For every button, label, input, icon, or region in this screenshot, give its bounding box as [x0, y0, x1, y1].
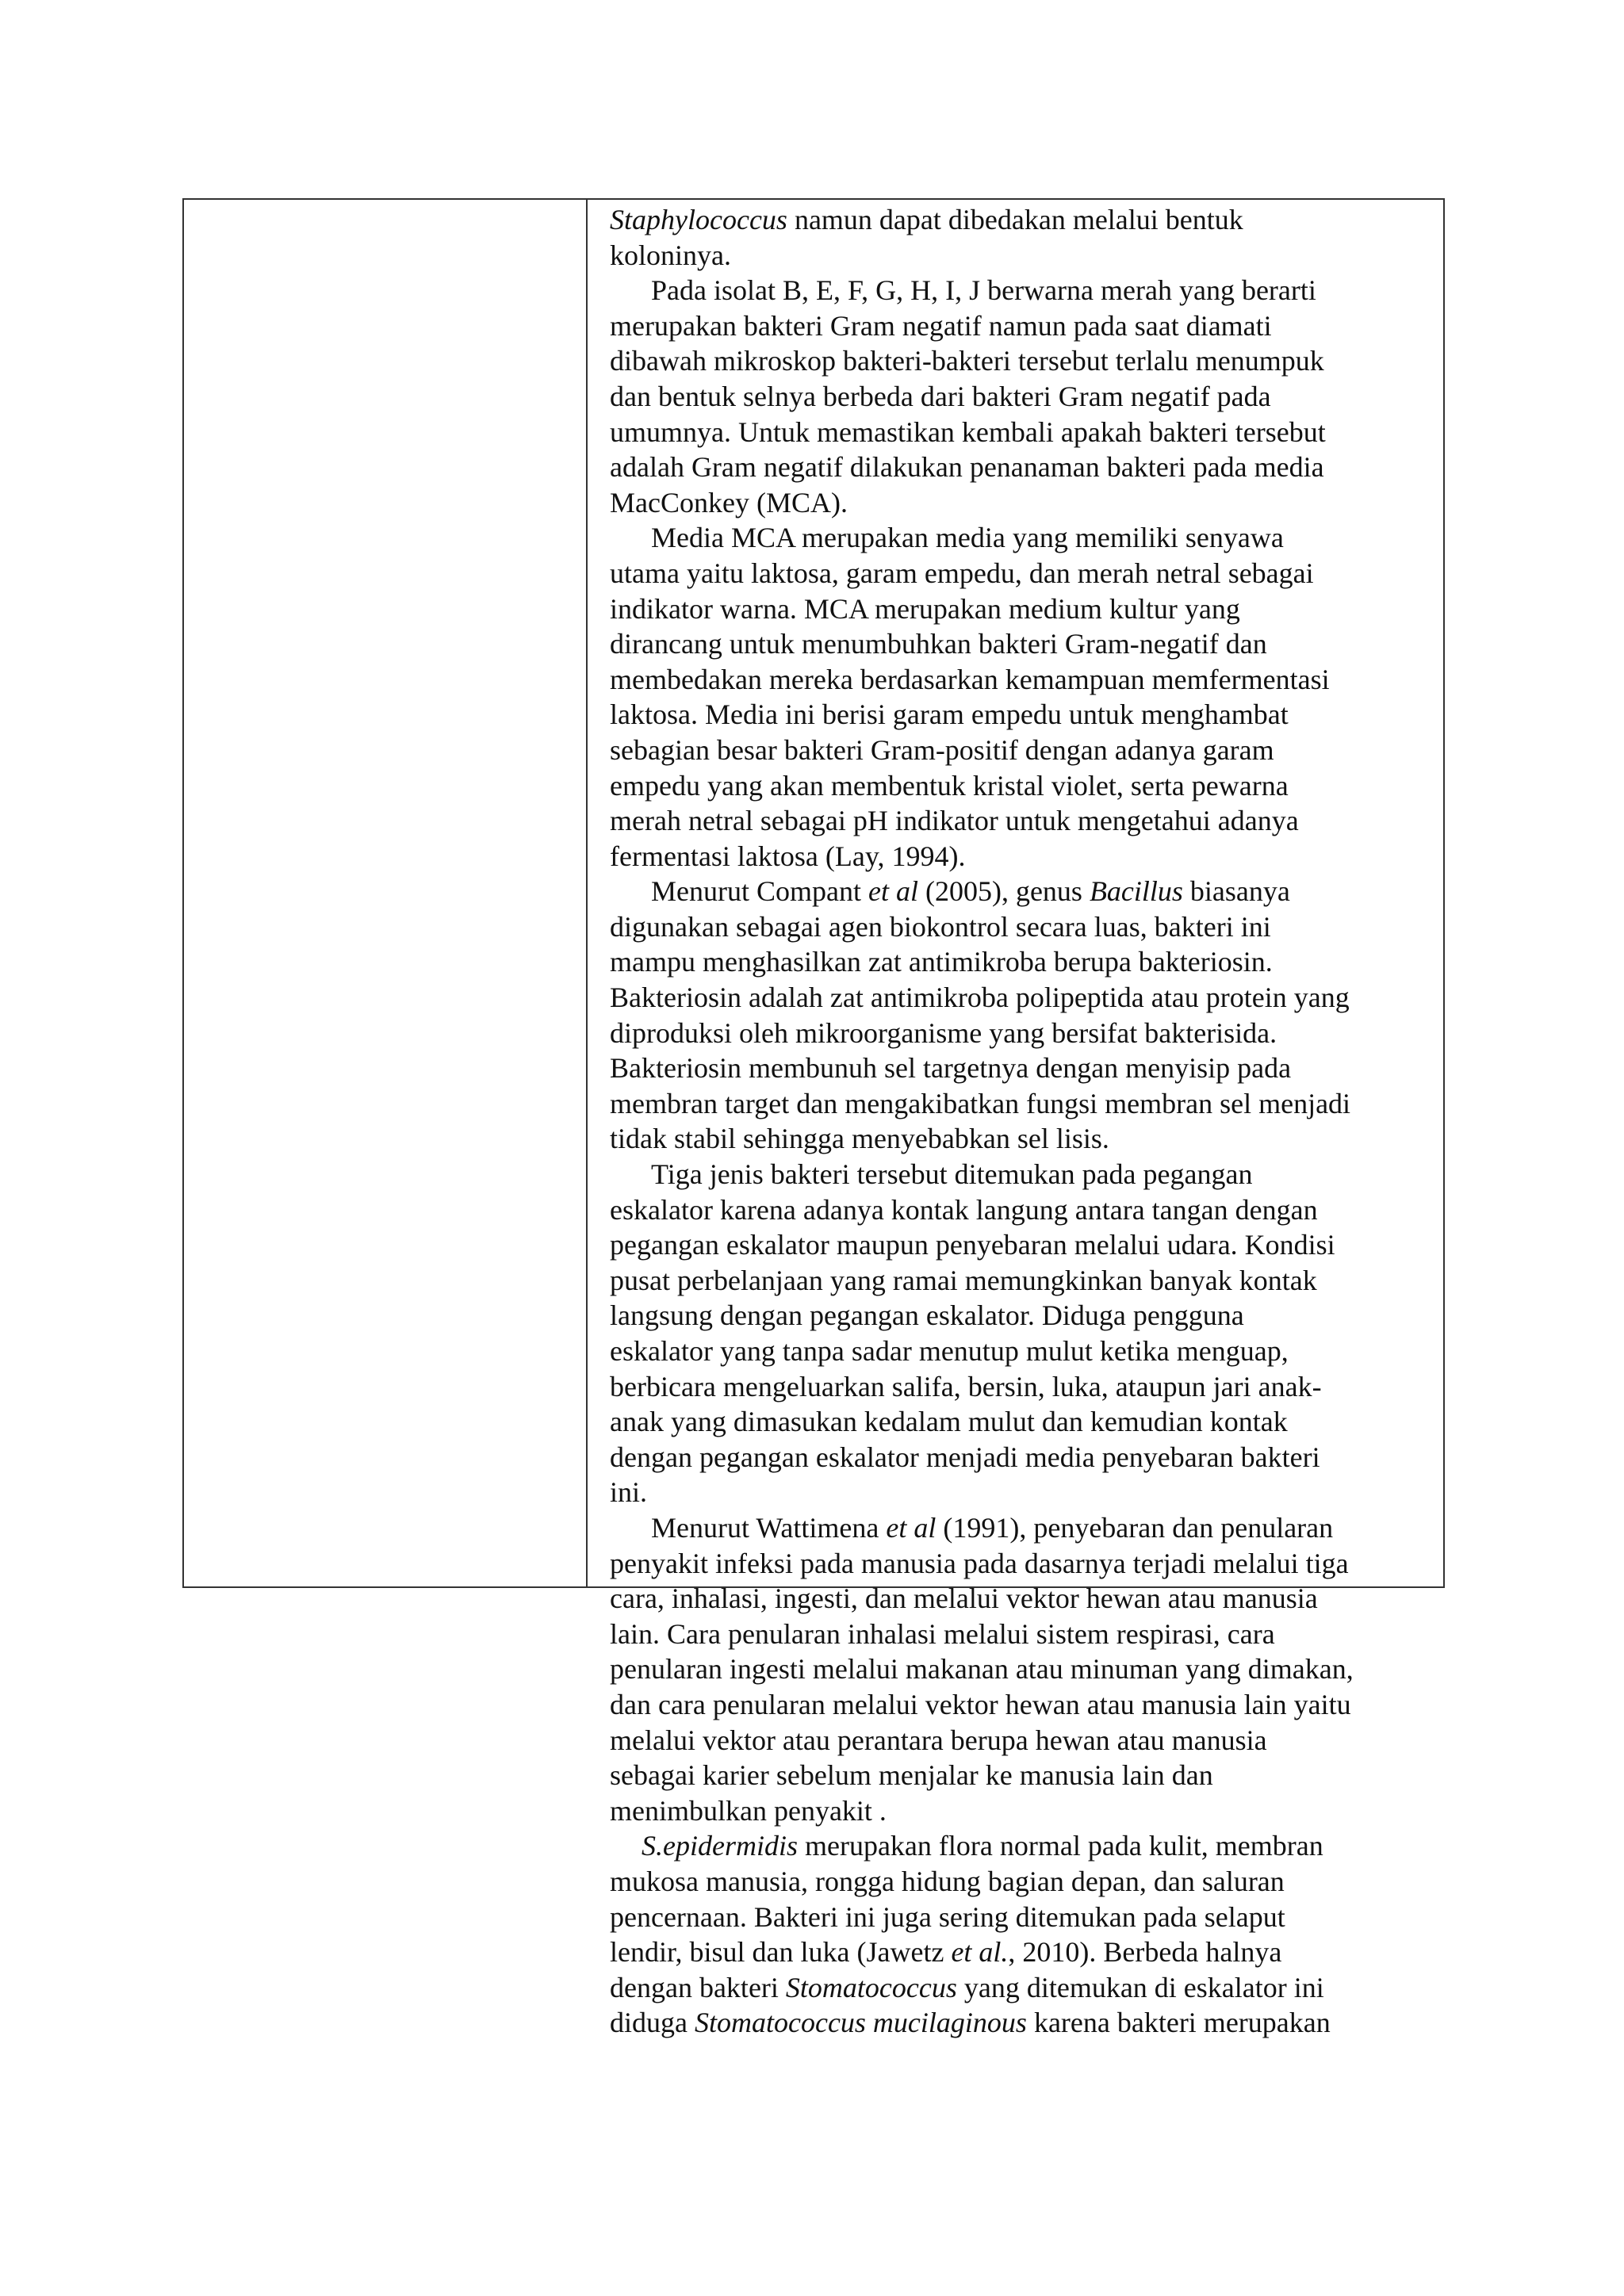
text-run: sebagai karier sebelum menjalar ke manusia lain dan	[610, 1759, 1213, 1792]
text-run: mukosa manusia, rongga hidung bagian depan, dan saluran	[610, 1865, 1285, 1897]
text-run: Menurut Compant	[651, 875, 868, 908]
text-run: pusat perbelanjaan yang ramai memungkinkan banyak kontak	[610, 1264, 1317, 1296]
italic-term: Staphylococcus	[610, 204, 787, 235]
body-text	[610, 200, 1429, 2041]
text-line	[610, 1121, 1429, 1157]
content-table	[182, 198, 1445, 2039]
text-run: merah netral sebagai pH indikator untuk mengetahui adanya	[610, 805, 1299, 837]
italic-term: Stomatococcus	[785, 1971, 957, 2003]
text-run: dan cara penularan melalui vektor hewan atau manusia lain yaitu	[610, 1688, 1351, 1720]
text-run: (2005), genus	[917, 875, 1090, 908]
text-run: MacConkey (MCA).	[610, 486, 848, 519]
text-run: namun dapat dibedakan melalui bentuk	[787, 204, 1243, 235]
text-run: pegangan eskalator maupun penyebaran melalui udara. Kondisi	[610, 1229, 1335, 1261]
text-line	[610, 1404, 1429, 1440]
text-run: biasanya	[1182, 875, 1290, 908]
text-run: diduga	[610, 2007, 695, 2039]
text-run: menimbulkan penyakit .	[610, 1794, 887, 1827]
text-run: penyakit infeksi pada manusia pada dasarnya terjadi melalui tiga	[610, 1547, 1349, 1579]
table-left-column	[184, 200, 588, 1586]
text-run: membedakan mereka berdasarkan kemampuan memfermentasi	[610, 663, 1330, 695]
text-run: tidak stabil sehingga menyebabkan sel lisis.	[610, 1123, 1109, 1155]
text-line	[610, 450, 1429, 485]
text-run: lendir, bisul dan luka (Jawetz	[610, 1936, 952, 1969]
text-line	[610, 238, 1429, 274]
text-line	[610, 1086, 1429, 1122]
text-run: eskalator karena adanya kontak langung antara tangan dengan	[610, 1193, 1318, 1226]
text-run: Tiga jenis bakteri tersebut ditemukan pada pegangan	[651, 1158, 1253, 1191]
text-run: utama yaitu laktosa, garam empedu, dan merah netral sebagai	[610, 557, 1314, 589]
text-run: koloninya.	[610, 239, 731, 271]
italic-term: et al.	[951, 1936, 1009, 1969]
text-line	[610, 1016, 1429, 1051]
text-line	[610, 1369, 1429, 1405]
italic-term: Stomatococcus mucilaginous	[694, 2007, 1027, 2039]
text-run: berbicara mengeluarkan salifa, bersin, luka, ataupun jari anak-	[610, 1370, 1322, 1402]
text-line	[610, 626, 1429, 662]
table-right-column	[588, 200, 1443, 2039]
text-run: cara, inhalasi, ingesti, dan melalui vektor hewan atau manusia	[610, 1582, 1318, 1615]
text-line	[610, 1687, 1429, 1723]
text-line	[610, 1157, 1429, 1192]
text-line	[610, 944, 1429, 980]
text-line	[610, 1864, 1429, 1900]
text-run: adalah Gram negatif dilakukan penanaman bakteri pada media	[610, 451, 1324, 484]
text-run: laktosa. Media ini berisi garam empedu untuk menghambat	[610, 698, 1289, 731]
text-run: Bakteriosin membunuh sel targetnya dengan menyisip pada	[610, 1052, 1292, 1085]
text-run: sebagian besar bakteri Gram-positif dengan adanya garam	[610, 733, 1274, 766]
text-line	[610, 591, 1429, 627]
text-line	[610, 1050, 1429, 1086]
text-line	[610, 909, 1429, 945]
text-run: , 2010). Berbeda halnya	[1008, 1936, 1282, 1969]
text-run: penularan ingesti melalui makanan atau minuman yang dimakan,	[610, 1653, 1354, 1686]
text-line	[610, 273, 1429, 308]
text-run: dan bentuk selnya berbeda dari bakteri Gram negatif pada	[610, 380, 1271, 412]
text-line	[610, 768, 1429, 804]
text-line	[610, 1510, 1429, 1546]
text-line	[610, 1900, 1429, 1935]
text-line	[610, 662, 1429, 698]
text-run: indikator warna. MCA merupakan medium kultur yang	[610, 592, 1240, 625]
text-run: pencernaan. Bakteri ini juga sering ditemukan pada selaput	[610, 1900, 1285, 1933]
text-run: digunakan sebagai agen biokontrol secara luas, bakteri ini	[610, 910, 1271, 943]
text-line	[610, 1758, 1429, 1793]
text-line	[610, 1723, 1429, 1758]
text-line	[610, 1440, 1429, 1475]
text-run: langsung dengan pegangan eskalator. Diduga pengguna	[610, 1299, 1244, 1332]
text-line	[610, 520, 1429, 556]
text-line	[610, 556, 1429, 591]
text-line	[610, 1970, 1429, 2006]
text-line	[610, 733, 1429, 768]
text-run: fermentasi laktosa (Lay, 1994).	[610, 840, 966, 872]
text-run: merupakan flora normal pada kulit, membran	[797, 1830, 1323, 1862]
text-run: dirancang untuk menumbuhkan bakteri Gram-negatif dan	[610, 628, 1267, 660]
text-line	[610, 1581, 1429, 1617]
text-line	[610, 2005, 1429, 2041]
italic-term: et al	[886, 1511, 936, 1544]
text-line	[610, 343, 1429, 379]
text-line	[610, 980, 1429, 1016]
text-line	[610, 1192, 1429, 1228]
text-run: mampu menghasilkan zat antimikroba berupa bakteriosin.	[610, 946, 1273, 978]
text-run: eskalator yang tanpa sadar menutup mulut ketika menguap,	[610, 1335, 1289, 1367]
text-run: merupakan bakteri Gram negatif namun pada saat diamati	[610, 309, 1272, 342]
text-line	[610, 1934, 1429, 1970]
text-line	[610, 202, 1429, 238]
text-run: Bakteriosin adalah zat antimikroba polipeptida atau protein yang	[610, 982, 1350, 1014]
text-line	[610, 697, 1429, 733]
text-run: melalui vektor atau perantara berupa hewan atau manusia	[610, 1724, 1267, 1756]
italic-term: et al	[868, 875, 918, 908]
text-run: yang ditemukan di eskalator ini	[956, 1971, 1324, 2003]
text-line	[610, 379, 1429, 415]
text-line	[610, 1546, 1429, 1582]
text-run: Menurut Wattimena	[651, 1511, 887, 1544]
text-line	[610, 485, 1429, 521]
text-run: empedu yang akan membentuk kristal violet, serta pewarna	[610, 769, 1289, 802]
text-run: anak yang dimasukan kedalam mulut dan kemudian kontak	[610, 1406, 1288, 1438]
text-line	[610, 1263, 1429, 1299]
text-line	[610, 1793, 1429, 1829]
text-run: dengan pegangan eskalator menjadi media penyebaran bakteri	[610, 1441, 1320, 1473]
text-line	[610, 803, 1429, 839]
text-line	[610, 1475, 1429, 1510]
text-line	[610, 1227, 1429, 1263]
text-line	[610, 1828, 1429, 1864]
text-run: (1991), penyebaran dan penularan	[936, 1511, 1334, 1544]
text-line	[610, 308, 1429, 344]
text-line	[610, 1651, 1429, 1687]
text-run: dibawah mikroskop bakteri-bakteri tersebut terlalu menumpuk	[610, 345, 1324, 377]
italic-term: Bacillus	[1089, 875, 1183, 908]
text-run: membran target dan mengakibatkan fungsi membran sel menjadi	[610, 1087, 1351, 1119]
text-line	[610, 415, 1429, 450]
text-run: ini.	[610, 1476, 648, 1509]
text-line	[610, 839, 1429, 874]
text-run: karena bakteri merupakan	[1026, 2007, 1331, 2039]
text-run: lain. Cara penularan inhalasi melalui sistem respirasi, cara	[610, 1617, 1275, 1650]
text-line	[610, 1617, 1429, 1652]
text-line	[610, 1298, 1429, 1334]
italic-term: S.epidermidis	[642, 1830, 798, 1862]
text-line	[610, 874, 1429, 909]
text-run: diproduksi oleh mikroorganisme yang bersifat bakterisida.	[610, 1016, 1277, 1049]
text-run: Media MCA merupakan media yang memiliki senyawa	[651, 522, 1284, 554]
text-run: Pada isolat B, E, F, G, H, I, J berwarna merah yang berarti	[651, 274, 1316, 307]
text-run: dengan bakteri	[610, 1971, 786, 2003]
text-line	[610, 1334, 1429, 1369]
text-run: umumnya. Untuk memastikan kembali apakah bakteri tersebut	[610, 415, 1326, 448]
